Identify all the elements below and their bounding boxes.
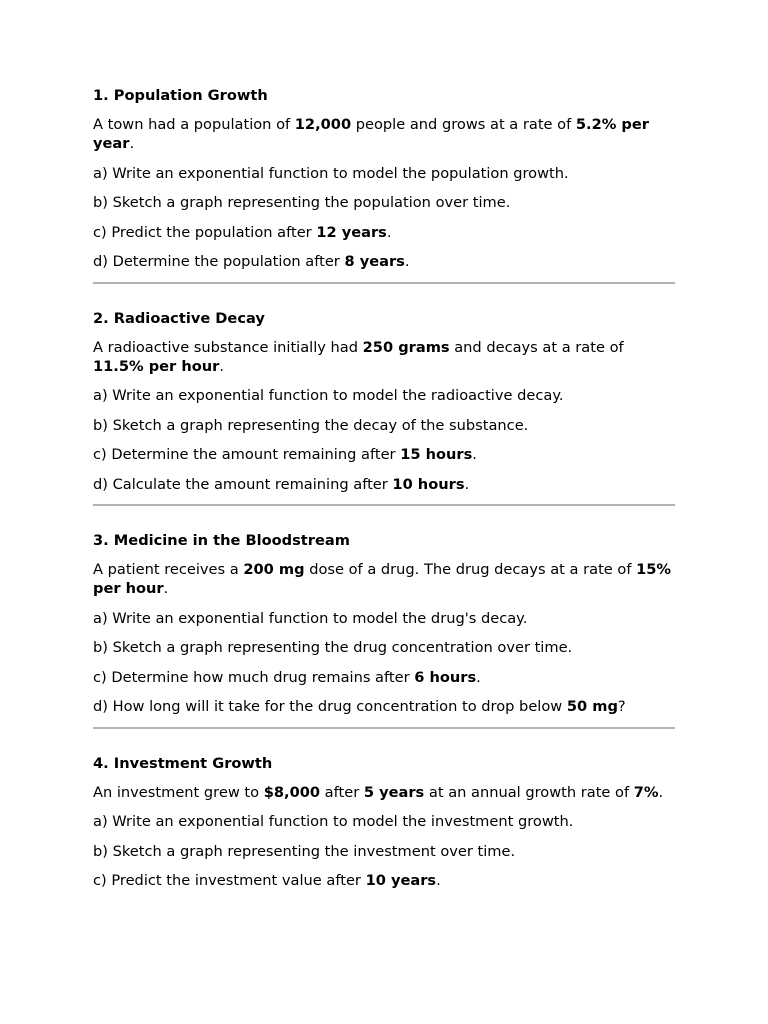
problem-section <box>93 754 675 891</box>
emphasized-value: 250 grams <box>362 338 450 356</box>
emphasized-value: 15 hours <box>400 446 473 463</box>
question-item <box>93 445 675 464</box>
section-divider <box>93 504 675 506</box>
text-run: . <box>476 668 481 686</box>
problem-title: 4. Investment Growth <box>93 754 273 772</box>
problem-statement <box>93 338 675 376</box>
emphasized-value: $8,000 <box>263 783 321 801</box>
text-run: c) Predict the investment value after <box>93 872 366 889</box>
text-run: at an annual growth rate of <box>424 783 634 801</box>
text-run: b) Sketch a graph representing the investment over time. <box>93 842 516 860</box>
text-run: . <box>163 580 169 597</box>
worksheet-body <box>93 86 675 901</box>
question-item <box>93 252 675 271</box>
section-divider <box>93 282 675 284</box>
question-item <box>93 164 675 183</box>
problem-title: 2. Radioactive Decay <box>93 309 265 327</box>
problem-title: 1. Population Growth <box>93 87 268 104</box>
text-run: after <box>320 783 364 801</box>
text-run: a) Write an exponential function to model the population growth. <box>93 164 569 182</box>
emphasized-value: 200 mg <box>243 561 305 578</box>
problem-section <box>93 86 675 271</box>
question-item <box>93 223 675 242</box>
emphasized-value: 12,000 <box>294 116 352 133</box>
emphasized-value: 5.2% per year <box>93 116 649 152</box>
text-run: people and grows at a rate of <box>351 116 576 133</box>
text-run: . <box>386 223 392 241</box>
text-run: c) Determine the amount remaining after <box>93 446 401 463</box>
text-run: d) How long will it take for the drug concentration to drop below <box>93 698 567 715</box>
emphasized-value: 5 years <box>363 783 425 801</box>
emphasized-value: 50 mg <box>566 698 618 715</box>
text-run: b) Sketch a graph representing the decay of the substance. <box>93 416 529 434</box>
text-run: . <box>219 357 224 375</box>
problem-section <box>93 309 675 494</box>
text-run: . <box>129 135 135 152</box>
question-item <box>93 609 675 628</box>
question-item <box>93 386 675 405</box>
emphasized-value: 6 hours <box>414 668 477 686</box>
text-run: c) Predict the population after <box>93 223 317 241</box>
question-item <box>93 842 675 861</box>
question-item <box>93 812 675 831</box>
text-run: b) Sketch a graph representing the drug concentration over time. <box>93 639 573 656</box>
emphasized-value: 7% <box>633 783 659 801</box>
text-run: . <box>436 872 441 889</box>
section-divider <box>93 727 675 729</box>
emphasized-value: 12 years <box>316 223 387 241</box>
text-run: A patient receives a <box>93 561 244 578</box>
text-run: . <box>464 475 470 493</box>
text-run: b) Sketch a graph representing the population over time. <box>93 194 511 211</box>
problem-statement <box>93 783 675 802</box>
text-run: d) Calculate the amount remaining after <box>93 475 393 493</box>
text-run: a) Write an exponential function to model the radioactive decay. <box>93 387 564 404</box>
emphasized-value: 10 years <box>365 872 437 889</box>
text-run: . <box>658 783 664 801</box>
text-run: A town had a population of <box>93 116 295 133</box>
question-item <box>93 475 675 494</box>
problem-section <box>93 531 675 716</box>
text-run: . <box>404 253 410 270</box>
problem-statement <box>93 115 675 153</box>
question-item <box>93 668 675 687</box>
emphasized-value: 15% per hour <box>93 561 672 597</box>
text-run: and decays at a rate of <box>449 338 624 356</box>
problem-statement <box>93 560 675 598</box>
question-item <box>93 416 675 435</box>
text-run: ? <box>617 698 626 715</box>
emphasized-value: 11.5% per hour <box>93 357 220 375</box>
problem-title: 3. Medicine in the Bloodstream <box>93 532 350 549</box>
question-item <box>93 638 675 657</box>
text-run: A radioactive substance initially had <box>93 338 363 356</box>
text-run: d) Determine the population after <box>93 253 345 270</box>
text-run: c) Determine how much drug remains after <box>93 668 415 686</box>
question-item <box>93 193 675 212</box>
emphasized-value: 10 hours <box>392 475 465 493</box>
text-run: dose of a drug. The drug decays at a rate of <box>304 561 637 578</box>
emphasized-value: 8 years <box>344 253 405 270</box>
text-run: a) Write an exponential function to model the investment growth. <box>93 813 574 830</box>
question-item <box>93 871 675 890</box>
question-item <box>93 697 675 716</box>
text-run: . <box>472 446 477 463</box>
text-run: a) Write an exponential function to model the drug's decay. <box>93 609 528 627</box>
text-run: An investment grew to <box>93 783 264 801</box>
